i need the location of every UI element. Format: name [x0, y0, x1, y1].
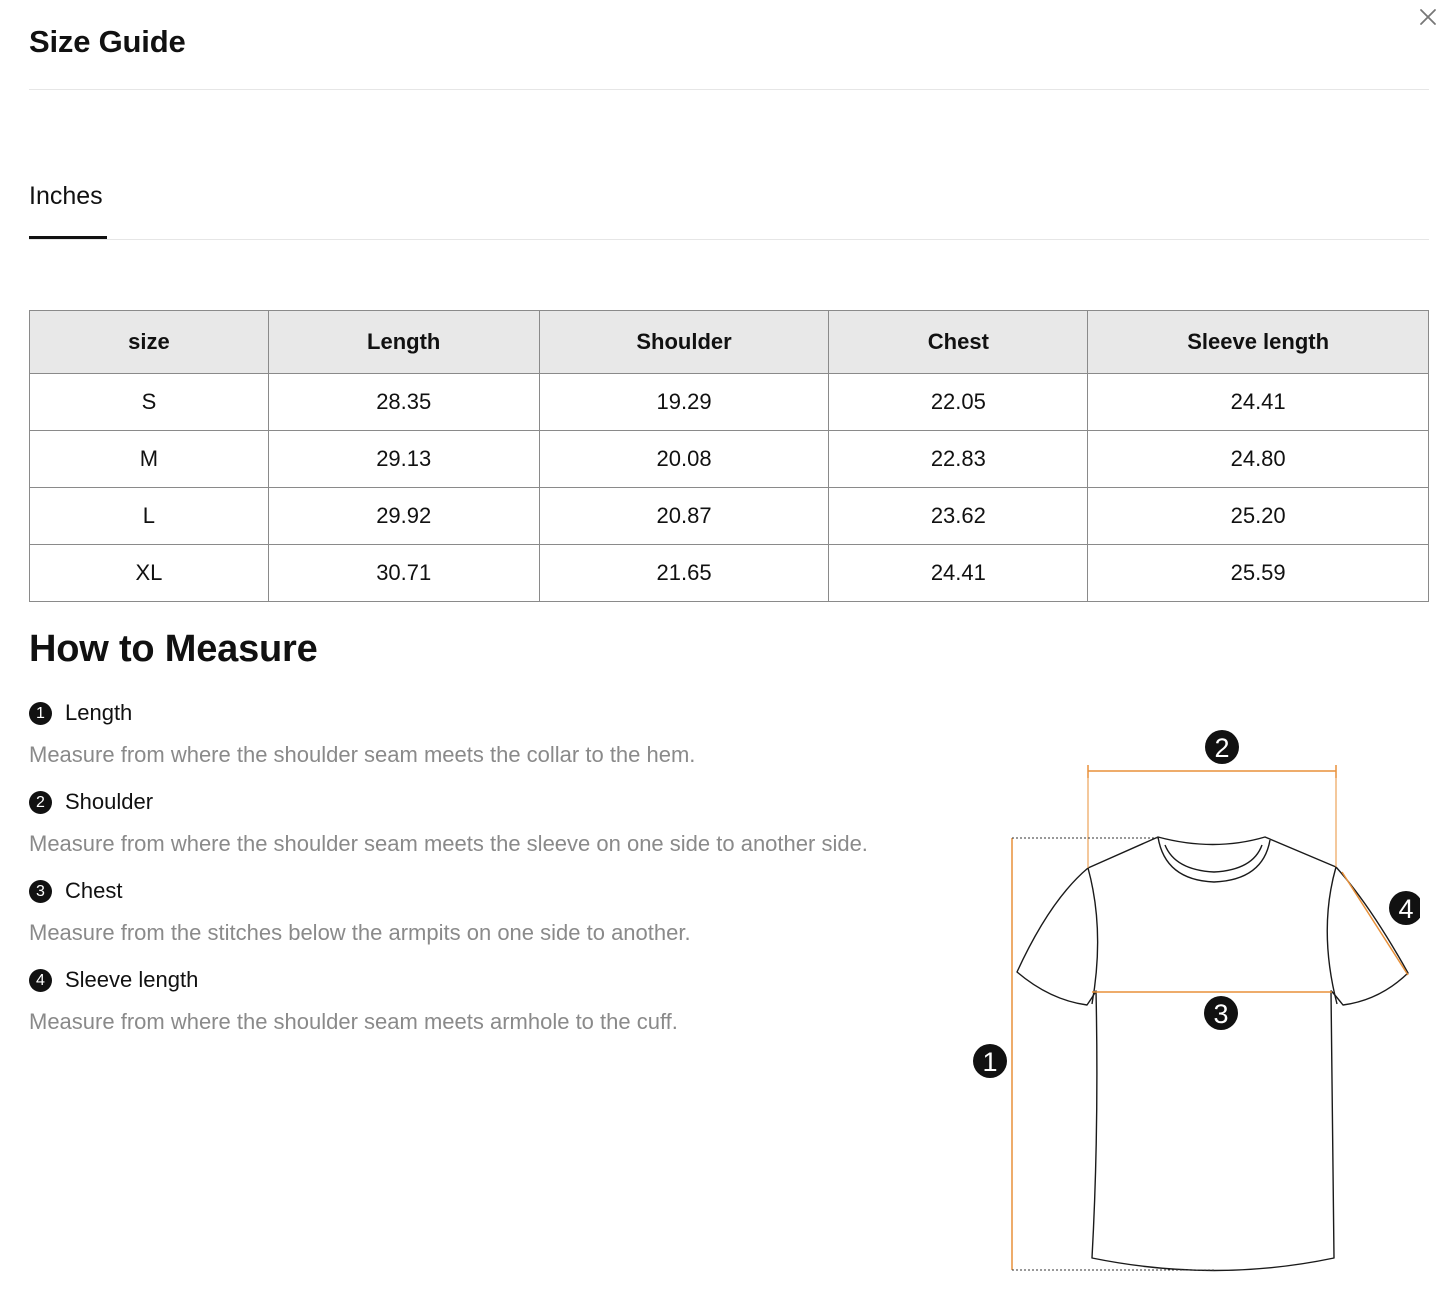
table-cell: L — [30, 488, 269, 545]
measure-description: Measure from where the shoulder seam meets the sleeve on one side to another side. — [29, 831, 868, 856]
close-button[interactable] — [1416, 5, 1440, 29]
number-badge-icon: 3 — [29, 880, 52, 903]
measure-description: Measure from where the shoulder seam meets armhole to the cuff. — [29, 1009, 678, 1034]
unit-tabs — [29, 170, 1429, 240]
column-header: Shoulder — [539, 311, 829, 374]
table-cell: 24.41 — [829, 545, 1088, 602]
number-badge-icon: 2 — [29, 791, 52, 814]
marker-1 — [973, 1044, 1007, 1078]
how-to-measure-title: How to Measure — [29, 628, 318, 670]
table-cell: 22.83 — [829, 431, 1088, 488]
column-header: Length — [268, 311, 539, 374]
table-row — [30, 545, 1429, 602]
table-cell: 29.13 — [268, 431, 539, 488]
table-cell: 24.80 — [1088, 431, 1429, 488]
tab-inches[interactable] — [29, 170, 103, 238]
svg-text:1: 1 — [982, 1047, 998, 1077]
table-cell: 25.59 — [1088, 545, 1429, 602]
number-badge-icon: 1 — [29, 702, 52, 725]
measure-item-sleeve-length — [29, 965, 678, 1035]
active-tab-indicator — [29, 236, 107, 239]
measure-item-length — [29, 698, 695, 768]
svg-text:2: 2 — [1214, 733, 1230, 763]
marker-2 — [1205, 730, 1239, 764]
table-cell: 25.20 — [1088, 488, 1429, 545]
table-cell: 29.92 — [268, 488, 539, 545]
table-row — [30, 374, 1429, 431]
measure-name: Sleeve length — [65, 967, 199, 992]
measure-item-shoulder — [29, 787, 868, 857]
measure-item-chest — [29, 876, 691, 946]
tshirt-measurement-diagram — [960, 720, 1420, 1290]
table-cell: 20.87 — [539, 488, 829, 545]
table-cell: 24.41 — [1088, 374, 1429, 431]
marker-3 — [1204, 996, 1238, 1030]
dialog-title: Size Guide — [29, 24, 186, 59]
table-cell: 21.65 — [539, 545, 829, 602]
column-header: size — [30, 311, 269, 374]
table-cell: M — [30, 431, 269, 488]
close-icon — [1416, 5, 1440, 29]
measure-description: Measure from where the shoulder seam meets the collar to the hem. — [29, 742, 696, 767]
number-badge-icon: 4 — [29, 969, 52, 992]
guide-lines — [1012, 838, 1214, 1270]
measure-name: Shoulder — [65, 789, 154, 814]
size-table — [29, 310, 1429, 602]
measure-name: Chest — [65, 878, 123, 903]
column-header: Chest — [829, 311, 1088, 374]
tshirt-outline — [1017, 837, 1408, 1271]
svg-text:4: 4 — [1398, 894, 1414, 924]
table-cell: 19.29 — [539, 374, 829, 431]
measure-description: Measure from the stitches below the armpits on one side to another. — [29, 920, 691, 945]
table-cell: XL — [30, 545, 269, 602]
column-header: Sleeve length — [1088, 311, 1429, 374]
table-header-row — [30, 311, 1429, 374]
tab-label: Inches — [29, 182, 103, 210]
table-row — [30, 431, 1429, 488]
measure-name: Length — [65, 700, 133, 725]
header-divider — [29, 89, 1429, 90]
svg-text:3: 3 — [1213, 999, 1229, 1029]
table-cell: 20.08 — [539, 431, 829, 488]
marker-4 — [1389, 891, 1420, 925]
table-row — [30, 488, 1429, 545]
table-cell: S — [30, 374, 269, 431]
table-cell: 28.35 — [268, 374, 539, 431]
table-cell: 23.62 — [829, 488, 1088, 545]
table-cell: 22.05 — [829, 374, 1088, 431]
table-cell: 30.71 — [268, 545, 539, 602]
